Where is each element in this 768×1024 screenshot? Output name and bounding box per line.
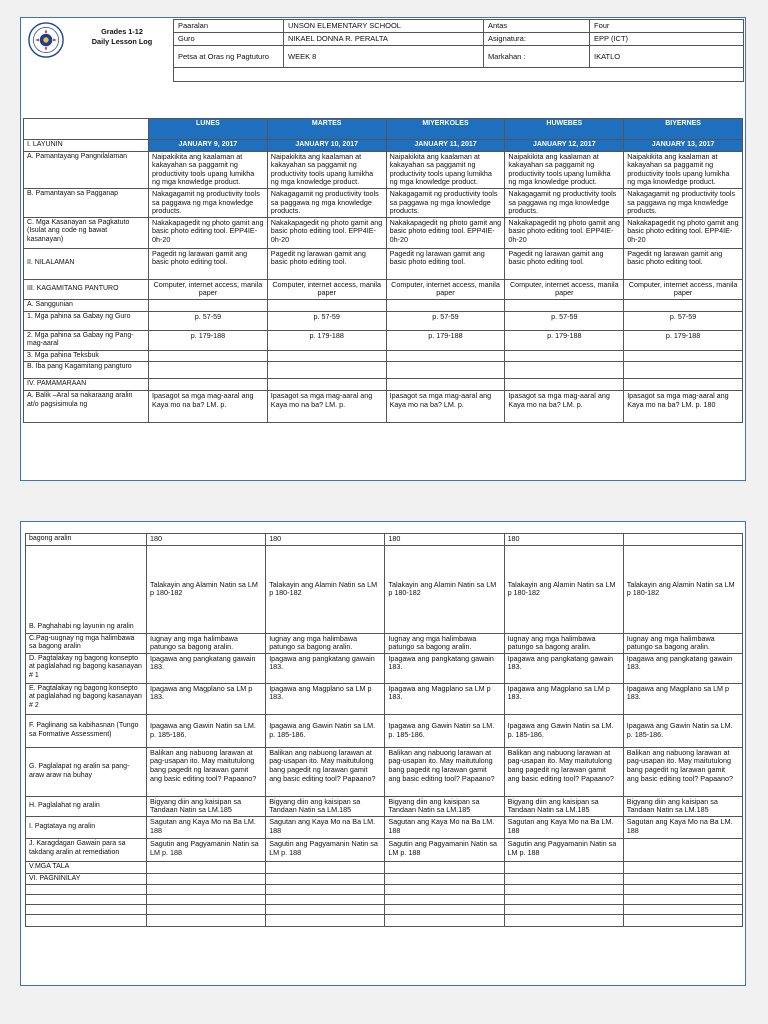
header-value: WEEK 8 [284,46,484,68]
day-date: JANUARY 11, 2017 [386,140,505,152]
lesson-cell: Balikan ang nabuong larawan at pag-usapan ito. May maitutulong bang pagedit ng larawan gamit ang basic editing tool? Papaano? [504,747,623,796]
day-name: HUWEBES [505,119,624,140]
page-1 [20,17,746,481]
lesson-cell: Ipasagot sa mga mag-aaral ang Kaya mo na ba? LM. p. [267,390,386,422]
day-date: JANUARY 13, 2017 [624,140,743,152]
row-label [26,905,147,915]
lesson-row [26,747,743,796]
lesson-cell: Sagutin ang Pagyamanin Natin sa LM p. 188 [504,838,623,861]
lesson-cell: Nakakapagedit ng photo gamit ang basic photo editing tool. EPP4IE-0h-20 [267,217,386,248]
lesson-cell [385,861,504,873]
lesson-cell: Ipagawa ang pangkatang gawain 183. [147,653,266,683]
header-row [174,20,744,33]
lesson-row [24,140,743,152]
lesson-cell [624,299,743,311]
lesson-cell: p. 57-59 [267,311,386,330]
row-label: D. Pagtalakay ng bagong konsepto at paglalahad ng bagong kasanayan # 1 [26,653,147,683]
lesson-cell [385,895,504,905]
lesson-cell: 180 [504,534,623,546]
lesson-cell: Pagedit ng larawan gamit ang basic photo editing tool. [624,248,743,279]
lesson-cell: Ipagawa ang Magplano sa LM p 183. [623,683,742,714]
blank-corner [24,119,149,140]
lesson-cell: Nakakapagedit ng photo gamit ang basic photo editing tool. EPP4IE-0h-20 [386,217,505,248]
lesson-row [26,633,743,653]
day-name: BIYERNES [624,119,743,140]
lesson-cell: Ipagawa ang Gawin Natin sa LM. p. 185-186. [385,714,504,747]
row-label: II. NILALAMAN [24,248,149,279]
lesson-row [26,796,743,816]
lesson-cell [624,362,743,379]
header-label: Paaralan [174,20,284,33]
row-label: V.MGA TALA [26,861,147,873]
lesson-row [26,683,743,714]
lesson-cell: Naipakikita ang kaalaman at kakayahan sa paggamit ng productivity tools upang lumikha ng mga knowledge product. [505,151,624,188]
lesson-cell: Ipagawa ang Magplano sa LM p 183. [385,683,504,714]
lesson-cell [505,362,624,379]
lesson-cell: p. 179-188 [505,330,624,350]
lesson-cell: Computer, internet access, manila paper [149,279,268,299]
deped-seal-icon [28,22,64,58]
lesson-cell [623,534,742,546]
lesson-cell: Ipasagot sa mga mag-aaral ang Kaya mo na ba? LM. p. [149,390,268,422]
lesson-cell: p. 179-188 [386,330,505,350]
lesson-cell: Ipagawa ang Gawin Natin sa LM. p. 185-186. [623,714,742,747]
lesson-cell: Pagedit ng larawan gamit ang basic photo editing tool. [267,248,386,279]
lesson-cell [266,873,385,885]
lesson-cell [267,362,386,379]
lesson-row [26,714,743,747]
lesson-cell [267,350,386,362]
lesson-cell [504,895,623,905]
lesson-cell: Ipagawa ang pangkatang gawain 183. [623,653,742,683]
lesson-cell: Ipasagot sa mga mag-aaral ang Kaya mo na ba? LM. p. 180 [624,390,743,422]
day-name: MIYERKOLES [386,119,505,140]
row-label: 1. Mga pahina sa Gabay ng Guro [24,311,149,330]
lesson-row [26,545,743,633]
lesson-cell [385,915,504,927]
lesson-cell [504,885,623,895]
days-row [24,119,743,140]
lesson-cell: Ipasagot sa mga mag-aaral ang Kaya mo na ba? LM. p. [386,390,505,422]
lesson-cell [385,885,504,895]
lesson-cell [267,379,386,391]
lesson-cell: Nakagagamit ng productivity tools sa paggawa ng mga knowledge products. [149,188,268,217]
row-label: H. Paglalahat ng aralin [26,796,147,816]
lesson-row [24,188,743,217]
row-label: B. Iba pang Kagamitang pangturo [24,362,149,379]
lesson-cell [505,350,624,362]
lesson-cell: Talakayin ang Alamin Natin sa LM p 180-182 [623,545,742,633]
lesson-cell [147,861,266,873]
log-title-grades: Grades 1-12 [101,27,143,36]
lesson-cell: Nakagagamit ng productivity tools sa paggawa ng mga knowledge products. [624,188,743,217]
header-spacer-row [174,68,744,82]
lesson-row [24,299,743,311]
lesson-cell: Sagutin ang Pagyamanin Natin sa LM p. 188 [147,838,266,861]
lesson-cell [385,873,504,885]
lesson-cell: Naipakikita ang kaalaman at kakayahan sa paggamit ng productivity tools upang lumikha ng mga knowledge product. [386,151,505,188]
header-value: NIKAEL DONNA R. PERALTA [284,33,484,46]
lesson-cell: Sagutin ang Pagyamanin Natin sa LM p. 188 [266,838,385,861]
row-label: A. Balik –Aral sa nakaraang aralin at/o pagsisimula ng [24,390,149,422]
lesson-row [24,350,743,362]
lesson-cell: Nakakapagedit ng photo gamit ang basic photo editing tool. EPP4IE-0h-20 [149,217,268,248]
lesson-cell: 180 [266,534,385,546]
lesson-table-continued [25,533,743,927]
lesson-row [24,311,743,330]
row-label: 2. Mga pahina sa Gabay ng Pang-mag-aaral [24,330,149,350]
day-date: JANUARY 10, 2017 [267,140,386,152]
lesson-cell [266,861,385,873]
lesson-cell: Sagutan ang Kaya Mo na Ba LM. 188 [504,816,623,838]
lesson-cell: Balikan ang nabuong larawan at pag-usapan ito. May maitutulong bang pagedit ng larawan gamit ang basic editing tool? Papaano? [147,747,266,796]
lesson-cell: Nakagagamit ng productivity tools sa paggawa ng mga knowledge products. [505,188,624,217]
row-label: F. Paglinang sa kabihasnan (Tungo sa Formative Assessment) [26,714,147,747]
lesson-cell: Ipagawa ang Magplano sa LM p 183. [266,683,385,714]
lesson-cell: Naipakikita ang kaalaman at kakayahan sa paggamit ng productivity tools upang lumikha ng mga knowledge product. [267,151,386,188]
lesson-cell [266,915,385,927]
row-label: A. Sanggunian [24,299,149,311]
lesson-cell [149,379,268,391]
lesson-cell: Balikan ang nabuong larawan at pag-usapan ito. May maitutulong bang pagedit ng larawan gamit ang basic editing tool? Papaano? [623,747,742,796]
lesson-cell [266,895,385,905]
lesson-cell [267,299,386,311]
lesson-row [26,861,743,873]
row-label: 3. Mga pahina Teksbuk [24,350,149,362]
lesson-cell: p. 179-188 [624,330,743,350]
lesson-cell [386,362,505,379]
lesson-row [24,390,743,422]
lesson-cell: Sagutan ang Kaya Mo na Ba LM. 188 [147,816,266,838]
lesson-cell: Naipakikita ang kaalaman at kakayahan sa paggamit ng productivity tools upang lumikha ng mga knowledge product. [149,151,268,188]
lesson-cell [266,885,385,895]
row-label: A. Pamantayang Pangnilalaman [24,151,149,188]
lesson-cell [623,873,742,885]
lesson-cell: Naipakikita ang kaalaman at kakayahan sa paggamit ng productivity tools upang lumikha ng mga knowledge product. [624,151,743,188]
header-value: EPP (ICT) [590,33,744,46]
lesson-cell: Pagedit ng larawan gamit ang basic photo editing tool. [386,248,505,279]
lesson-row [24,248,743,279]
lesson-cell: Ipagawa ang Gawin Natin sa LM. p. 185-186. [147,714,266,747]
lesson-cell: Balikan ang nabuong larawan at pag-usapan ito. May maitutulong bang pagedit ng larawan gamit ang basic editing tool? Papaano? [266,747,385,796]
header-value: IKATLO [590,46,744,68]
lesson-cell: Pagedit ng larawan gamit ang basic photo editing tool. [149,248,268,279]
log-title-dll: Daily Lesson Log [91,37,153,46]
lesson-row [26,534,743,546]
lesson-cell: Ipagawa ang Magplano sa LM p 183. [504,683,623,714]
lesson-cell [147,905,266,915]
lesson-table-part1 [23,118,743,423]
header-label: Asignatura: [484,33,590,46]
lesson-cell [504,905,623,915]
lesson-cell [504,873,623,885]
header-value: UNSON ELEMENTARY SCHOOL [284,20,484,33]
lesson-row [26,838,743,861]
lesson-cell [385,905,504,915]
page-2 [20,521,746,986]
lesson-cell [149,350,268,362]
row-label: G. Paglalapat ng aralin sa pang-araw araw na buhay [26,747,147,796]
lesson-cell: Ipagawa ang Magplano sa LM p 183. [147,683,266,714]
lesson-cell: Iugnay ang mga halimbawa patungo sa bagong aralin. [266,633,385,653]
row-label: E. Pagtalakay ng bagong konsepto at paglalahad ng bagong kasanayan # 2 [26,683,147,714]
lesson-cell [266,905,385,915]
lesson-cell: Bigyang diin ang kaisipan sa Tandaan Natin sa LM.185 [504,796,623,816]
row-label: C.Pag-uugnay ng mga halimbawa sa bagong aralin [26,633,147,653]
lesson-cell: Ipagawa ang pangkatang gawain 183. [504,653,623,683]
lesson-cell: Ipasagot sa mga mag-aaral ang Kaya mo na ba? LM. p. [505,390,624,422]
lesson-cell: p. 179-188 [267,330,386,350]
lesson-cell: 180 [147,534,266,546]
lesson-row [24,379,743,391]
lesson-row [26,816,743,838]
lesson-cell: Ipagawa ang pangkatang gawain 183. [266,653,385,683]
row-label: I. Pagtataya ng aralin [26,816,147,838]
row-label: IV. PAMAMARAAN [24,379,149,391]
lesson-cell [147,915,266,927]
lesson-cell [505,299,624,311]
lesson-row [26,873,743,885]
lesson-cell [147,895,266,905]
lesson-cell [623,895,742,905]
lesson-cell: p. 57-59 [149,311,268,330]
lesson-row [24,279,743,299]
header-label: Guro [174,33,284,46]
lesson-cell: Iugnay ang mga halimbawa patungo sa bagong aralin. [385,633,504,653]
lesson-cell: p. 179-188 [149,330,268,350]
header-row [174,46,744,68]
lesson-cell [623,905,742,915]
row-label [26,895,147,905]
lesson-row [24,151,743,188]
lesson-cell [504,861,623,873]
lesson-cell: Computer, internet access, manila paper [624,279,743,299]
row-label: C. Mga Kasanayan sa Pagkatuto (Isulat ang code ng bawat kasanayan) [24,217,149,248]
lesson-cell: Nakagagamit ng productivity tools sa paggawa ng mga knowledge products. [267,188,386,217]
lesson-cell: Iugnay ang mga halimbawa patungo sa bagong aralin. [504,633,623,653]
lesson-cell [623,885,742,895]
lesson-row [26,653,743,683]
row-label [26,885,147,895]
lesson-row [26,905,743,915]
lesson-cell [147,873,266,885]
lesson-cell: Ipagawa ang pangkatang gawain 183. [385,653,504,683]
day-date: JANUARY 12, 2017 [505,140,624,152]
lesson-row [24,217,743,248]
header-label: Antas [484,20,590,33]
lesson-cell [623,861,742,873]
lesson-row [26,915,743,927]
lesson-cell [386,350,505,362]
row-label: B. Paghahabi ng layunin ng aralin [26,545,147,633]
lesson-cell: Sagutan ang Kaya Mo na Ba LM. 188 [385,816,504,838]
lesson-row [26,895,743,905]
lesson-cell: Bigyang diin ang kaisipan sa Tandaan Natin sa LM.185 [623,796,742,816]
lesson-cell: Iugnay ang mga halimbawa patungo sa bagong aralin. [623,633,742,653]
lesson-cell: Computer, internet access, manila paper [505,279,624,299]
lesson-table-part2 [25,533,743,927]
day-name: MARTES [267,119,386,140]
header-label: Markahan : [484,46,590,68]
lesson-cell: Computer, internet access, manila paper [386,279,505,299]
lesson-cell [149,362,268,379]
lesson-cell [624,379,743,391]
lesson-cell: Balikan ang nabuong larawan at pag-usapan ito. May maitutulong bang pagedit ng larawan gamit ang basic editing tool? Papaano? [385,747,504,796]
lesson-cell: Computer, internet access, manila paper [267,279,386,299]
lesson-cell [147,885,266,895]
row-label [26,915,147,927]
lesson-cell [623,915,742,927]
lesson-cell: Bigyang diin ang kaisipan sa Tandaan Natin sa LM.185 [147,796,266,816]
lesson-cell: Sagutan ang Kaya Mo na Ba LM. 188 [266,816,385,838]
lesson-row [24,330,743,350]
lesson-cell: Talakayin ang Alamin Natin sa LM p 180-182 [385,545,504,633]
log-title [71,27,173,47]
lesson-row [24,362,743,379]
lesson-table [23,118,743,423]
row-label: I. LAYUNIN [24,140,149,152]
row-label: B. Pamantayan sa Pagganap [24,188,149,217]
lesson-cell [504,915,623,927]
lesson-cell: Bigyang diin ang kaisipan sa Tandaan Natin sa LM.185 [385,796,504,816]
row-label: VI. PAGNINILAY [26,873,147,885]
header-spacer [174,68,744,82]
lesson-cell: Talakayin ang Alamin Natin sa LM p 180-182 [504,545,623,633]
header-value: Four [590,20,744,33]
lesson-cell: Sagutin ang Pagyamanin Natin sa LM p. 188 [385,838,504,861]
lesson-row [26,885,743,895]
header-row [174,33,744,46]
lesson-cell: Iugnay ang mga halimbawa patungo sa bagong aralin. [147,633,266,653]
lesson-cell: Talakayin ang Alamin Natin sa LM p 180-182 [147,545,266,633]
lesson-cell: Ipagawa ang Gawin Natin sa LM. p. 185-186. [266,714,385,747]
day-name: LUNES [149,119,268,140]
header-info [173,19,743,82]
lesson-cell: Nakakapagedit ng photo gamit ang basic photo editing tool. EPP4IE-0h-20 [624,217,743,248]
row-label: J. Karagdagan Gawain para sa takdang aralin at remediation [26,838,147,861]
lesson-cell [624,350,743,362]
lesson-cell [505,379,624,391]
lesson-cell: Bigyang diin ang kaisipan sa Tandaan Natin sa LM.185 [266,796,385,816]
lesson-cell: Pagedit ng larawan gamit ang basic photo editing tool. [505,248,624,279]
header-table [173,19,744,82]
day-date: JANUARY 9, 2017 [149,140,268,152]
lesson-cell: 180 [385,534,504,546]
lesson-cell: p. 57-59 [386,311,505,330]
header-label: Petsa at Oras ng Pagtuturo [174,46,284,68]
lesson-cell: p. 57-59 [624,311,743,330]
row-label: III. KAGAMITANG PANTURO [24,279,149,299]
lesson-cell [386,299,505,311]
row-label: bagong aralin [26,534,147,546]
lesson-cell: p. 57-59 [505,311,624,330]
lesson-cell: Ipagawa ang Gawin Natin sa LM. p. 185-186. [504,714,623,747]
lesson-cell: Sagutan ang Kaya Mo na Ba LM. 188 [623,816,742,838]
lesson-cell [386,379,505,391]
lesson-cell [623,838,742,861]
lesson-cell: Nakakapagedit ng photo gamit ang basic photo editing tool. EPP4IE-0h-20 [505,217,624,248]
lesson-cell [149,299,268,311]
lesson-cell: Nakagagamit ng productivity tools sa paggawa ng mga knowledge products. [386,188,505,217]
lesson-cell: Talakayin ang Alamin Natin sa LM p 180-182 [266,545,385,633]
